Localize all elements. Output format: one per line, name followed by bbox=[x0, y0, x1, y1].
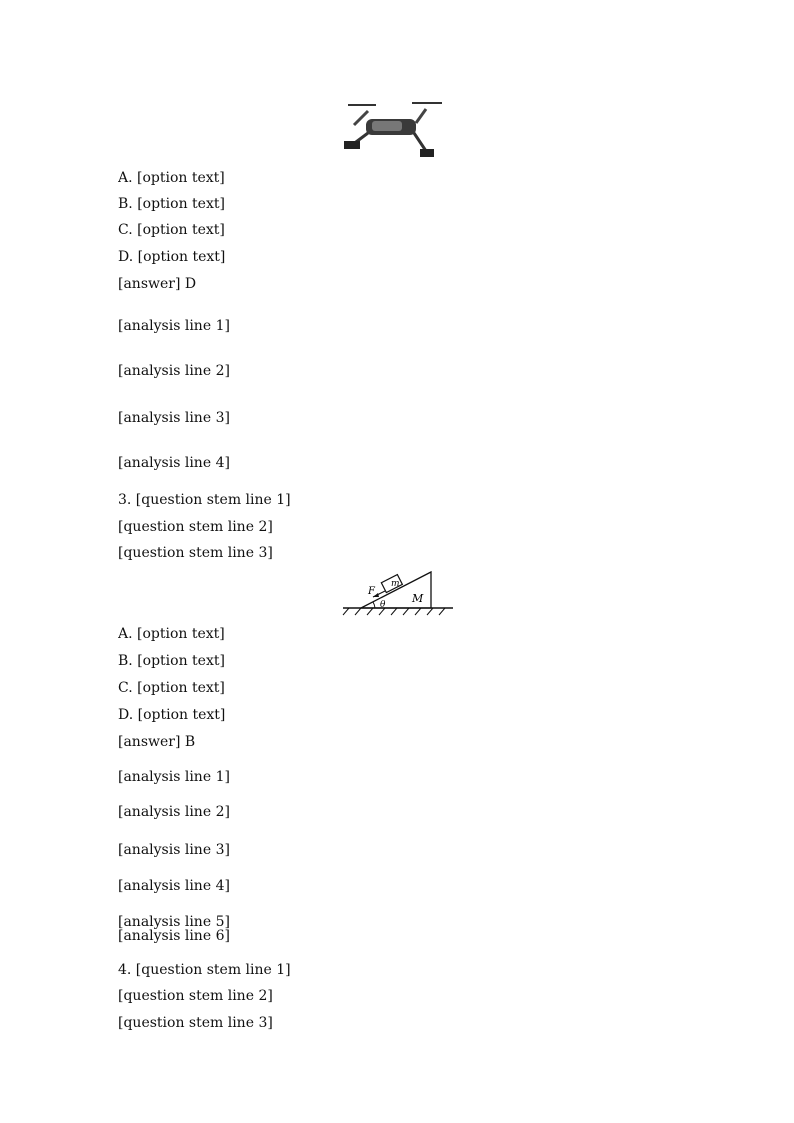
q2-analysis-line: [analysis line 3] bbox=[118, 410, 230, 426]
incline-label: M bbox=[412, 592, 424, 605]
q3-option-c: C. [option text] bbox=[118, 680, 225, 696]
angle-label: θ bbox=[380, 600, 386, 610]
q3-option-d: D. [option text] bbox=[118, 707, 226, 723]
q3-stem-line: [question stem line 3] bbox=[118, 545, 273, 561]
q3-stem-line: 3. [question stem line 1] bbox=[118, 492, 291, 508]
q3-analysis-line: [analysis line 2] bbox=[118, 804, 230, 820]
q3-answer: [answer] B bbox=[118, 734, 196, 750]
q3-option-a: A. [option text] bbox=[118, 626, 225, 642]
q2-option-d: D. [option text] bbox=[118, 249, 226, 265]
q3-analysis-line: [analysis line 4] bbox=[118, 878, 230, 894]
q3-analysis-line: [analysis line 3] bbox=[118, 842, 230, 858]
q3-stem-line: [question stem line 2] bbox=[118, 519, 273, 535]
q2-option-c: C. [option text] bbox=[118, 222, 225, 238]
q3-analysis-line: [analysis line 6] bbox=[118, 928, 230, 944]
q2-analysis-line: [analysis line 2] bbox=[118, 363, 230, 379]
q3-analysis-line: [analysis line 5] bbox=[118, 914, 230, 930]
mass-label: m bbox=[391, 579, 400, 589]
q2-answer: [answer] D bbox=[118, 276, 197, 292]
q2-option-b: B. [option text] bbox=[118, 196, 225, 212]
incline-diagram bbox=[335, 564, 460, 616]
force-label: F bbox=[368, 586, 375, 597]
q4-stem-line: [question stem line 2] bbox=[118, 988, 273, 1004]
drone-illustration bbox=[338, 93, 450, 165]
q3-analysis-line: [analysis line 1] bbox=[118, 769, 230, 785]
q2-analysis-line: [analysis line 4] bbox=[118, 455, 230, 471]
q2-option-a: A. [option text] bbox=[118, 170, 225, 186]
q4-stem-line: 4. [question stem line 1] bbox=[118, 962, 291, 978]
q3-option-b: B. [option text] bbox=[118, 653, 225, 669]
q4-stem-line: [question stem line 3] bbox=[118, 1015, 273, 1031]
q2-analysis-line: [analysis line 1] bbox=[118, 318, 230, 334]
